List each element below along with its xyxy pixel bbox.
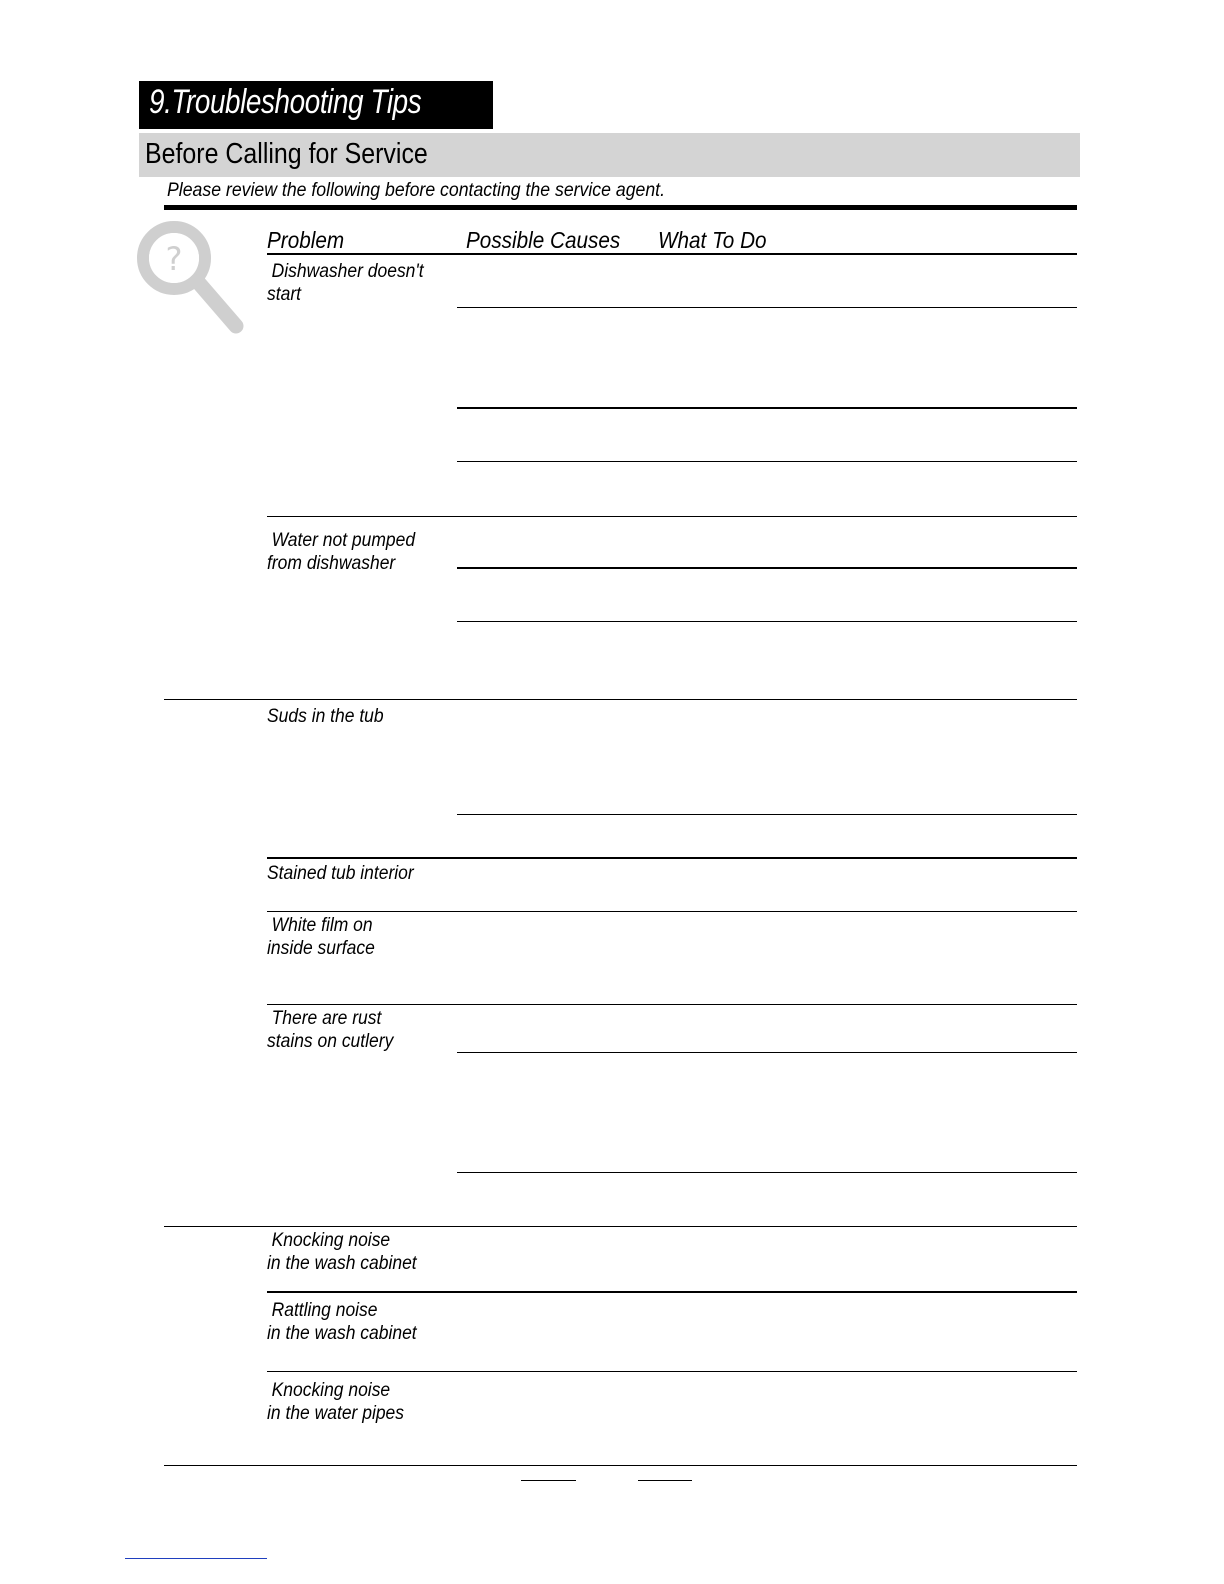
problem-line: Rattling noise xyxy=(271,1300,378,1321)
header-divider xyxy=(267,253,1077,255)
cause-divider xyxy=(457,407,1077,409)
problem-line: Water not pumped xyxy=(271,530,416,551)
column-header-causes: Possible Causes xyxy=(466,227,621,253)
column-header-problem: Problem xyxy=(267,227,345,253)
table-bottom-divider xyxy=(164,1465,1077,1466)
problem-line: Stained tub interior xyxy=(267,863,414,884)
cause-divider xyxy=(457,567,1077,569)
section-header xyxy=(139,133,1080,177)
cause-divider xyxy=(457,1052,1077,1053)
problem-line: in the wash cabinet xyxy=(267,1323,417,1344)
problem-divider xyxy=(267,1291,1077,1293)
problem-line: Knocking noise xyxy=(271,1380,391,1401)
problem-item xyxy=(267,1007,393,1053)
problem-line: stains on cutlery xyxy=(267,1031,394,1052)
problem-line: Dishwasher doesn't xyxy=(271,261,424,282)
problem-item xyxy=(267,529,415,575)
footer-link-underline xyxy=(125,1558,267,1559)
intro-text: Please review the following before contacting the service agent. xyxy=(167,180,666,201)
magnifier-question-icon xyxy=(136,220,248,338)
problem-item xyxy=(267,862,414,885)
problem-line: start xyxy=(267,284,301,305)
problem-divider xyxy=(164,699,1077,700)
problem-line: inside surface xyxy=(267,938,375,959)
cause-divider xyxy=(457,307,1077,308)
problem-item xyxy=(267,1299,417,1345)
chapter-title-box xyxy=(139,81,493,129)
problem-line: Knocking noise xyxy=(271,1230,391,1251)
cause-divider xyxy=(457,814,1077,815)
section-title: Before Calling for Service xyxy=(145,138,428,170)
problem-line: There are rust xyxy=(271,1008,382,1029)
problem-item xyxy=(267,705,384,728)
cause-divider xyxy=(457,1172,1077,1173)
problem-item xyxy=(267,1379,404,1425)
cause-divider xyxy=(457,621,1077,622)
problem-divider xyxy=(267,1004,1077,1005)
problem-divider xyxy=(267,1371,1077,1372)
intro-divider xyxy=(164,205,1077,210)
chapter-title: 9.Troubleshooting Tips xyxy=(149,83,422,121)
footer-mark-left xyxy=(521,1480,576,1481)
problem-line: from dishwasher xyxy=(267,553,396,574)
problem-item xyxy=(267,1229,417,1275)
problem-divider xyxy=(267,911,1077,912)
svg-text:?: ? xyxy=(165,240,183,278)
problem-line: White film on xyxy=(271,915,373,936)
problem-item xyxy=(267,914,375,960)
problem-divider xyxy=(267,857,1077,859)
problem-line: in the wash cabinet xyxy=(267,1253,417,1274)
column-header-todo: What To Do xyxy=(658,227,767,253)
problem-line: in the water pipes xyxy=(267,1403,405,1424)
cause-divider xyxy=(457,461,1077,462)
problem-divider xyxy=(164,1226,1077,1227)
problem-line: Suds in the tub xyxy=(267,706,384,727)
problem-item xyxy=(267,260,424,306)
problem-divider xyxy=(267,516,1077,517)
footer-mark-right xyxy=(638,1480,692,1481)
